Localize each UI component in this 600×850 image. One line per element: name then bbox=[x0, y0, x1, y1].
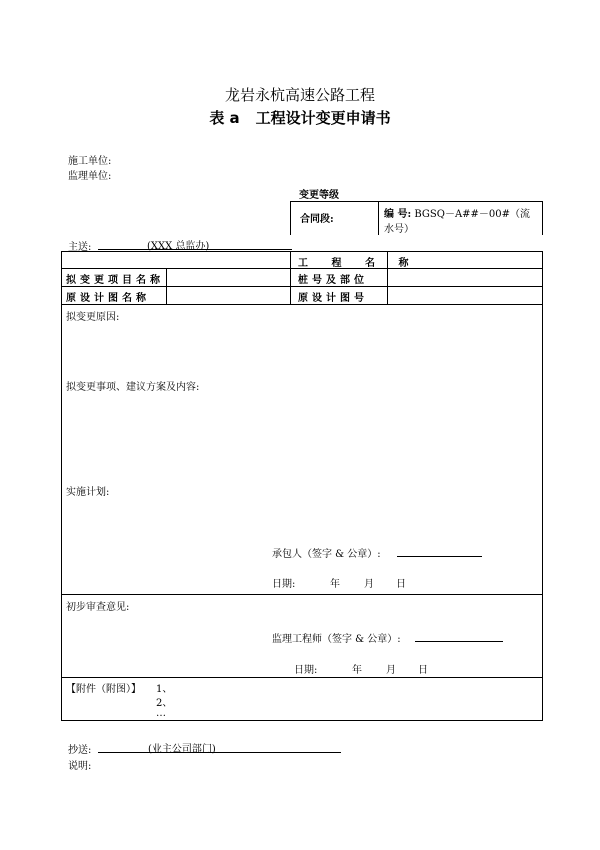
reason-label: 拟变更原因: bbox=[66, 312, 120, 323]
station-label: 桩号及部位 bbox=[298, 275, 368, 286]
to-label: 主送: bbox=[68, 242, 92, 253]
date1-year: 年 bbox=[330, 579, 340, 590]
date1-label: 日期: bbox=[272, 579, 296, 590]
plan-label: 实施计划: bbox=[66, 487, 110, 498]
supervision-unit-label: 监理单位: bbox=[68, 171, 112, 182]
attachment-item: 2、 bbox=[156, 698, 173, 709]
construction-unit-label: 施工单位: bbox=[68, 156, 112, 167]
form-title-line bbox=[0, 107, 600, 128]
form-code: 表 a bbox=[209, 109, 240, 127]
attachment-label: 【附件（附图）】 bbox=[66, 684, 141, 695]
change-level-label: 变更等级 bbox=[299, 190, 339, 201]
review-label: 初步审查意见: bbox=[66, 602, 130, 613]
cc-label: 抄送: bbox=[68, 745, 92, 756]
number-label: 编 号: bbox=[384, 209, 412, 220]
matters-label: 拟变更事项、建议方案及内容: bbox=[66, 382, 200, 393]
project-title: 龙岩永杭高速公路工程 bbox=[224, 86, 375, 104]
contractor-sign-label: 承包人（签字 & 公章）: bbox=[272, 549, 381, 560]
date2-month: 月 bbox=[386, 665, 396, 676]
date2-label: 日期: bbox=[294, 665, 318, 676]
supervisor-sign-label: 监理工程师（签字 & 公章）: bbox=[272, 634, 401, 645]
original-drawing-no-label: 原设计图号 bbox=[298, 293, 368, 304]
attachment-item: … bbox=[156, 708, 166, 719]
date2-day: 日 bbox=[418, 665, 428, 676]
contract-section-label: 合同段: bbox=[300, 214, 334, 225]
to-value: (XXX 总监办) bbox=[147, 241, 210, 252]
project-name-label: 工 程 名 称 bbox=[298, 258, 419, 269]
date1-month: 月 bbox=[364, 579, 374, 590]
number-value: BGSQ－A##－00#（流 bbox=[414, 209, 531, 220]
form-title: 工程设计变更申请书 bbox=[255, 109, 391, 127]
cc-value: (业主公司部门) bbox=[148, 744, 216, 755]
number-value-line2: 水号） bbox=[384, 224, 414, 235]
original-drawing-label: 原设计图名称 bbox=[66, 293, 150, 304]
date1-day: 日 bbox=[396, 579, 406, 590]
main-table bbox=[61, 251, 543, 721]
number-field bbox=[384, 205, 530, 220]
date2-year: 年 bbox=[352, 665, 362, 676]
note-label: 说明: bbox=[68, 761, 92, 772]
proposed-item-label: 拟变更项目名称 bbox=[66, 275, 164, 286]
attachment-item: 1、 bbox=[156, 684, 173, 695]
